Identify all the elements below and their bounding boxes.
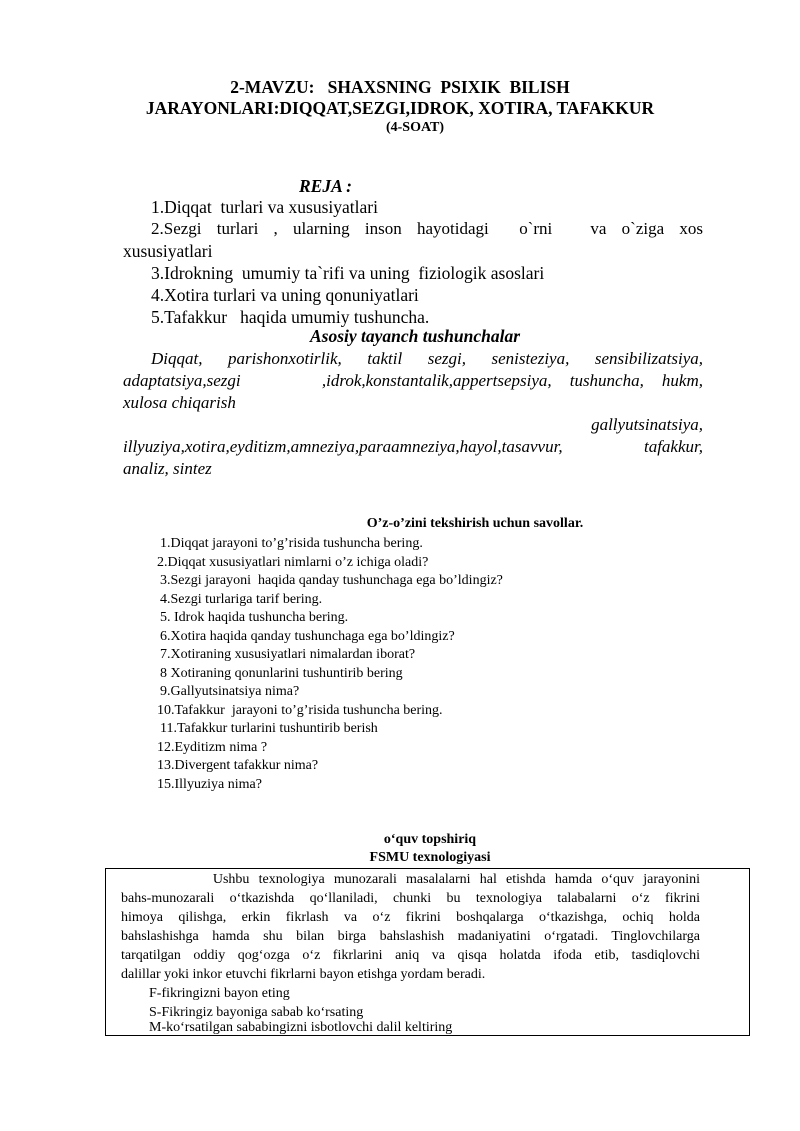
question-item: 13.Divergent tafakkur nima?	[157, 758, 319, 773]
title-line-2: JARAYONLARI:DIQQAT,SEZGI,IDROK, XOTIRA, TAFAKKUR	[145, 98, 655, 118]
task-paragraph-line: bahs-munozarali o‘tkazishda qo‘llaniladi, chunki bu texnologiya talabalarni o‘z fikrini	[121, 891, 700, 906]
title-line-1: 2-MAVZU: SHAXSNING PSIXIK BILISH	[230, 77, 570, 97]
question-item: 10.Tafakkur jarayoni to’g’risida tushuncha bering.	[157, 702, 443, 718]
question-item: 9.Gallyutsinatsiya nima?	[160, 684, 300, 699]
question-item: 15.Illyuziya nima?	[157, 776, 262, 792]
plan-item-4: 4.Xotira turlari va uning qonuniyatlari	[151, 285, 419, 305]
task-paragraph-line: tarqatilgan oddiy qog‘ozga o‘z fikrlarini aniq va qisqa holatda ifoda etib, tasdiqlovchi	[121, 948, 700, 963]
question-item: 11.Tafakkur turlarini tushuntirib berish	[160, 721, 378, 736]
plan-item-2: 2.Sezgi turlari , ularning inson hayotidagi o`rni va o`ziga xos	[151, 219, 703, 238]
key-concepts-line-4: gallyutsinatsiya,	[591, 415, 703, 434]
task-m-line: M-ko‘rsatilgan sababingizni isbotlovchi dalil keltiring	[149, 1020, 453, 1035]
plan-item-5: 5.Tafakkur haqida umumiy tushuncha.	[151, 307, 430, 327]
question-item: 6.Xotira haqida qanday tushunchaga ega bo’ldingiz?	[160, 628, 455, 644]
question-item: 1.Diqqat jarayoni to’g’risida tushuncha bering.	[160, 536, 423, 551]
task-heading: o‘quv topshiriq	[383, 832, 477, 847]
question-item: 3.Sezgi jarayoni haqida qanday tushunchaga ega bo’ldingiz?	[160, 573, 503, 588]
question-item: 4.Sezgi turlariga tarif bering.	[160, 591, 323, 607]
task-s-line: S-Fikringiz bayoniga sabab ko‘rsating	[149, 1005, 364, 1020]
question-item: 2.Diqqat xususiyatlari nimlarni o’z ichiga oladi?	[157, 554, 429, 570]
question-item: 12.Eyditizm nima ?	[157, 739, 268, 755]
question-item: 5. Idrok haqida tushuncha bering.	[160, 610, 349, 625]
key-concepts-line-1: Diqqat, parishonxotirlik, taktil sezgi, senisteziya, sensibilizatsiya,	[151, 349, 703, 368]
plan-item-1: 1.Diqqat turlari va xususiyatlari	[151, 197, 378, 217]
hours-label: (4-SOAT)	[385, 120, 445, 135]
task-subheading: FSMU texnologiyasi	[369, 850, 491, 865]
plan-item-2-continued: xususiyatlari	[123, 241, 213, 261]
task-paragraph-line: dalillar yoki inkor etuvchi fikrlarni bayon etishga yordam beradi.	[121, 967, 486, 982]
key-concepts-line-6: analiz, sintez	[123, 459, 212, 478]
key-concepts-line-3: xulosa chiqarish	[123, 393, 236, 412]
task-paragraph-line: himoya qilishga, erkin fikrlash va o‘z fikrini boshqalarga o‘tkazishga, ochiq holda	[121, 910, 700, 925]
task-paragraph-line: Ushbu texnologiya munozarali masalalarni hal etishda hamda o‘quv jarayonini	[121, 872, 700, 887]
key-concepts-line-2: adaptatsiya,sezgi ,idrok,konstantalik,appertsepsiya, tushuncha, hukm,	[123, 371, 703, 390]
plan-heading: REJA :	[299, 176, 353, 196]
plan-item-3: 3.Idrokning umumiy ta`rifi va uning fiziologik asoslari	[151, 263, 545, 283]
task-f-line: F-fikringizni bayon eting	[149, 986, 290, 1001]
key-concepts-line-5: illyuziya,xotira,eyditizm,amneziya,paraamneziya,hayol,tasavvur, tafakkur,	[123, 437, 703, 456]
question-item: 8 Xotiraning qonunlarini tushuntirib bering	[160, 665, 403, 681]
question-item: 7.Xotiraning xususiyatlari nimalardan iborat?	[160, 647, 416, 662]
key-concepts-heading: Asosiy tayanch tushunchalar	[309, 326, 521, 346]
questions-heading: O’z-o’zini tekshirish uchun savollar.	[366, 516, 584, 531]
task-paragraph-line: bahslashishga hamda shu bilan birga bahslashish madaniyatini o‘rgatadi. Tinglovchilarga	[121, 929, 700, 944]
